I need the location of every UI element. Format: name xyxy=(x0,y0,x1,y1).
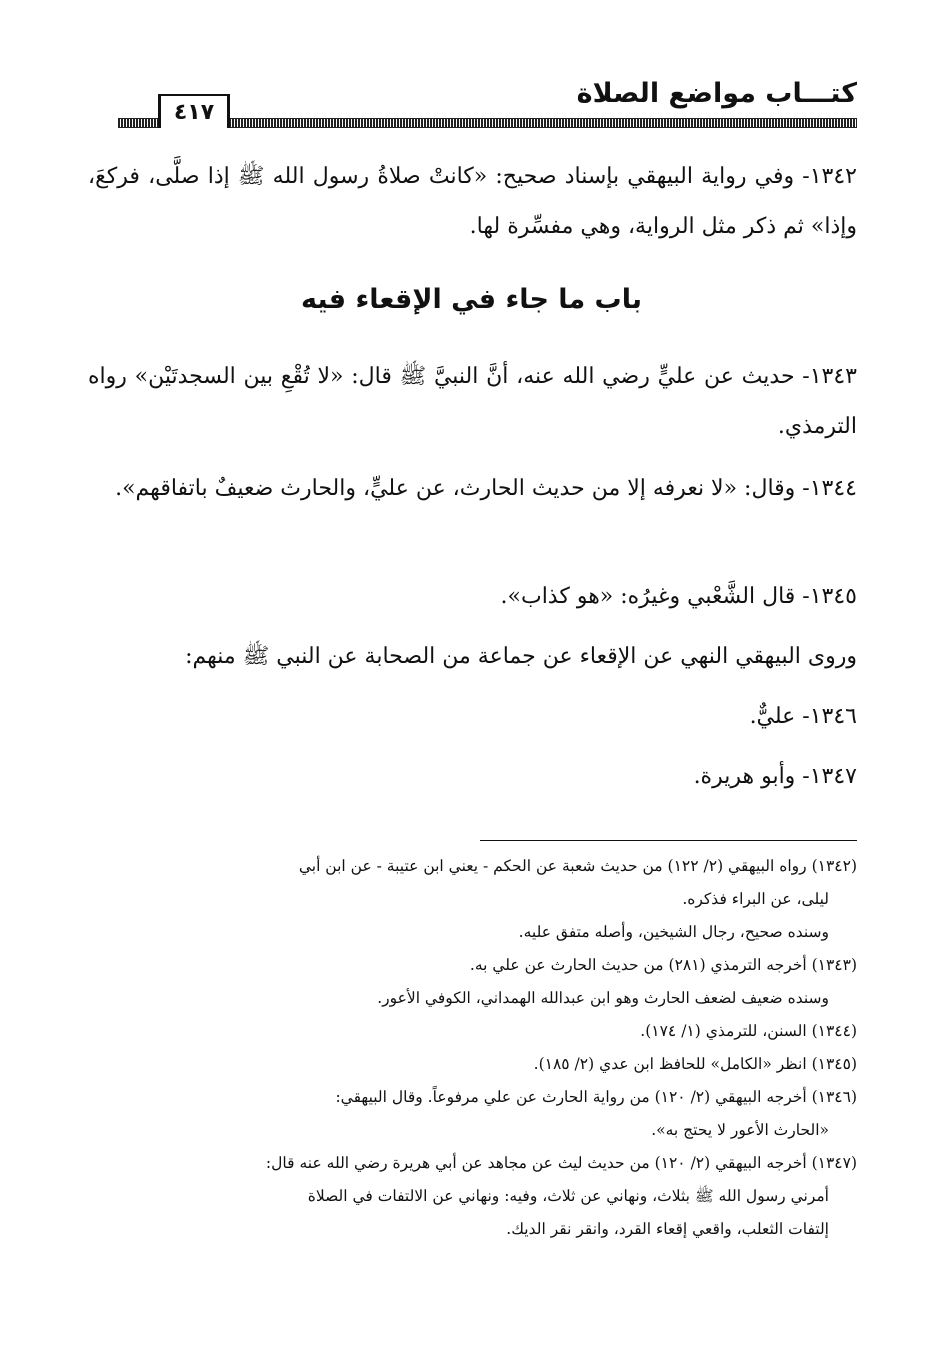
footnote-line: (١٣٤٧) أخرجه البيهقي (٢/ ١٢٠) من حديث ليث عن مجاهد عن أبي هريرة رضي الله عنه قال: xyxy=(265,1154,857,1172)
footnote-line: (١٣٤٦) أخرجه البيهقي (٢/ ١٢٠) من رواية الحارث عن علي مرفوعاً. وقال البيهقي: xyxy=(335,1088,857,1106)
footnote-rule xyxy=(480,840,857,841)
page-number: ٤١٧ xyxy=(158,94,230,128)
footnote-line: وسنده صحيح، رجال الشيخين، وأصله متفق عليه. xyxy=(518,923,829,941)
footnote-line: ليلى، عن البراء فذكره. xyxy=(682,890,829,908)
footnote-line: وسنده ضعيف لضعف الحارث وهو ابن عبدالله الهمداني، الكوفي الأعور. xyxy=(377,989,829,1007)
footnote-line: (١٣٤٥) انظر «الكامل» للحافظ ابن عدي (٢/ ١٨٥). xyxy=(533,1055,857,1073)
paragraph-1343: ١٣٤٣- حديث عن عليٍّ رضي الله عنه، أنَّ النبيَّ ﷺ قال: «لا تُقْعِ بين السجدتَيْن» رواه الترمذي. xyxy=(88,364,857,439)
footnote-line: أمرني رسول الله ﷺ بثلاث، ونهاني عن ثلاث، وفيه: ونهاني عن الالتفات في الصلاة xyxy=(307,1187,829,1205)
paragraph-1347: ١٣٤٧- وأبو هريرة. xyxy=(693,764,857,789)
running-title: كتـــاب مواضع الصلاة xyxy=(576,78,857,109)
footnote-line: (١٣٤٣) أخرجه الترمذي (٢٨١) من حديث الحارث عن علي به. xyxy=(469,956,857,974)
footnote-line: إلتفات الثعلب، واقعي إقعاء القرد، وانقر نقر الديك. xyxy=(506,1220,829,1238)
paragraph-bayhaqi: وروى البيهقي النهي عن الإقعاء عن جماعة من الصحابة عن النبي ﷺ منهم: xyxy=(185,644,857,669)
footnote-line: (١٣٤٢) رواه البيهقي (٢/ ١٢٢) من حديث شعبة عن الحكم - يعني ابن عتيبة - عن ابن أبي xyxy=(298,857,857,875)
footnotes xyxy=(118,850,857,1246)
paragraph-1345: ١٣٤٥- قال الشَّعْبي وغيرُه: «هو كذاب». xyxy=(500,584,857,609)
footnote-line: «الحارث الأعور لا يحتج به». xyxy=(651,1121,829,1139)
chapter-heading: باب ما جاء في الإقعاء فيه xyxy=(301,284,642,315)
paragraph-1342: ١٣٤٢- وفي رواية البيهقي بإسناد صحيح: «كانتْ صلاةُ رسول الله ﷺ إذا صلَّى، فركعَ، وإذا» ثم ذكر مثل الرواية، وهي مفسِّرة لها. xyxy=(88,164,857,239)
paragraph-1344: ١٣٤٤- وقال: «لا نعرفه إلا من حديث الحارث، عن عليٍّ، والحارث ضعيفٌ باتفاقهم». xyxy=(115,476,857,501)
footnote-line: (١٣٤٤) السنن، للترمذي (١/ ١٧٤). xyxy=(640,1022,857,1040)
paragraph-1346: ١٣٤٦- عليٌّ. xyxy=(749,704,857,729)
